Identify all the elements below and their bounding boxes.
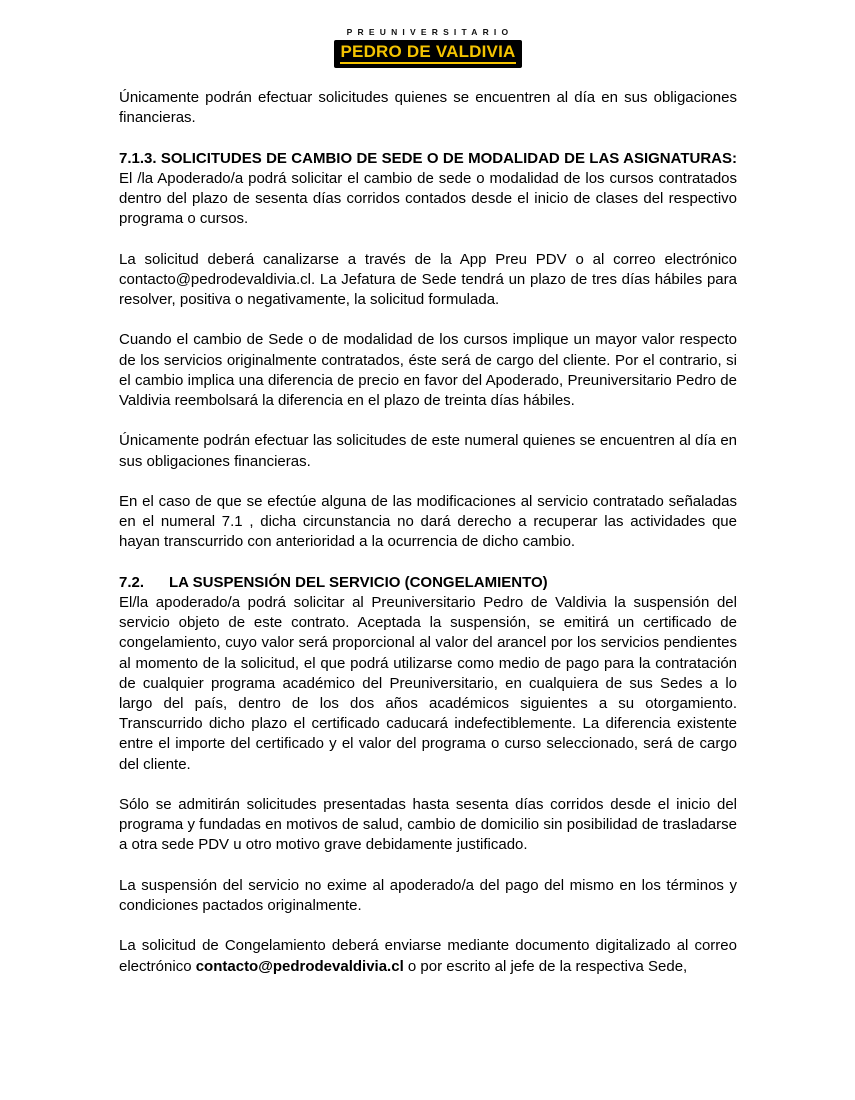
section-7-1-3 — [119, 149, 737, 230]
paragraph-suspension: El/la apoderado/a podrá solicitar al Preuniversitario Pedro de Valdivia la suspensión del servicio objeto de este contrato. Aceptada la suspensión, se emitirá un certificado de congelamiento, cuyo valor será proporcional al valor del arancel por los servicios pendientes al momento de la solicitud, el que podrá utilizarse como medio de pago para la contratación de cualquier programa académico del Preuniversitario, en cualquiera de sus Sedes a lo largo del país, dentro de los dos años académicos siguientes a su otorgamiento. Transcurrido dicho plazo el certificado caducará indefectiblemente. La diferencia existente entre el importe del certificado y el valor del programa o curso seleccionado, será de cargo del cliente. — [119, 593, 737, 773]
paragraph-modifications: En el caso de que se efectúe alguna de las modificaciones al servicio contratado señaladas en el numeral 7.1 , dicha circunstancia no dará derecho a recuperar las actividades que hayan transcurrido con anterioridad a la ocurrencia de dicho cambio. — [119, 492, 737, 551]
freeze-request-text-b: o por escrito al jefe de la respectiva Sede, — [403, 957, 688, 975]
paragraph-numeral-requests: Únicamente podrán efectuar las solicitudes de este numeral quienes se encuentren al día en sus obligaciones financieras. — [119, 432, 737, 470]
section-7-1-3-heading: 7.1.3. SOLICITUDES DE CAMBIO DE SEDE O DE MODALIDAD DE LAS ASIGNATURAS: — [119, 149, 737, 167]
brand-logo — [334, 27, 522, 68]
brand-top-text: PREUNIVERSITARIO — [346, 27, 514, 37]
contact-email: contacto@pedrodevaldivia.cl — [195, 957, 404, 975]
paragraph-payment-obligation: La suspensión del servicio no exime al apoderado/a del pago del mismo en los términos y condiciones pactados originalmente. — [119, 876, 737, 914]
section-7-2-title: LA SUSPENSIÓN DEL SERVICIO (CONGELAMIENTO) — [169, 573, 548, 591]
freeze-request-text-a: La solicitud de Congelamiento deberá enviarse mediante documento digitalizado al correo electrónico — [119, 937, 737, 975]
paragraph-admission-conditions: Sólo se admitirán solicitudes presentadas hasta sesenta días corridos desde el inicio del programa y fundadas en motivos de salud, cambio de domicilio sin posibilidad de trasladarse a otra sede PDV u otro motivo grave debidamente justificado. — [119, 796, 737, 854]
section-7-2-number: 7.2. — [119, 573, 145, 591]
brand-underline — [340, 62, 516, 64]
paragraph-financial-obligations: Únicamente podrán efectuar solicitudes quienes se encuentren al día en sus obligaciones financieras. — [119, 89, 737, 127]
paragraph-freeze-request — [119, 936, 737, 976]
paragraph-price-difference: Cuando el cambio de Sede o de modalidad de los cursos implique un mayor valor respecto de los servicios originalmente contratados, éste será de cargo del cliente. Por el contrario, si el cambio implica una diferencia de precio en favor del Apoderado, Preuniversitario Pedro de Valdivia reembolsará la diferencia en el plazo de treinta días hábiles. — [119, 331, 737, 409]
section-7-1-3-text: El /la Apoderado/a podrá solicitar el cambio de sede o modalidad de los cursos contratados dentro del plazo de sesenta días corridos contados desde el inicio de clases del respectivo programa o cursos. — [119, 169, 737, 228]
section-7-2-heading — [119, 573, 737, 593]
paragraph-request-channel: La solicitud deberá canalizarse a través de la App Preu PDV o al correo electrónico contacto@pedrodevaldivia.cl. La Jefatura de Sede tendrá un plazo de tres días hábiles para resolver, positiva o negativamente, la solicitud formulada. — [119, 250, 737, 308]
brand-main-box — [334, 40, 522, 68]
document-body — [119, 88, 737, 977]
brand-main-text: PEDRO DE VALDIVIA — [340, 42, 516, 61]
